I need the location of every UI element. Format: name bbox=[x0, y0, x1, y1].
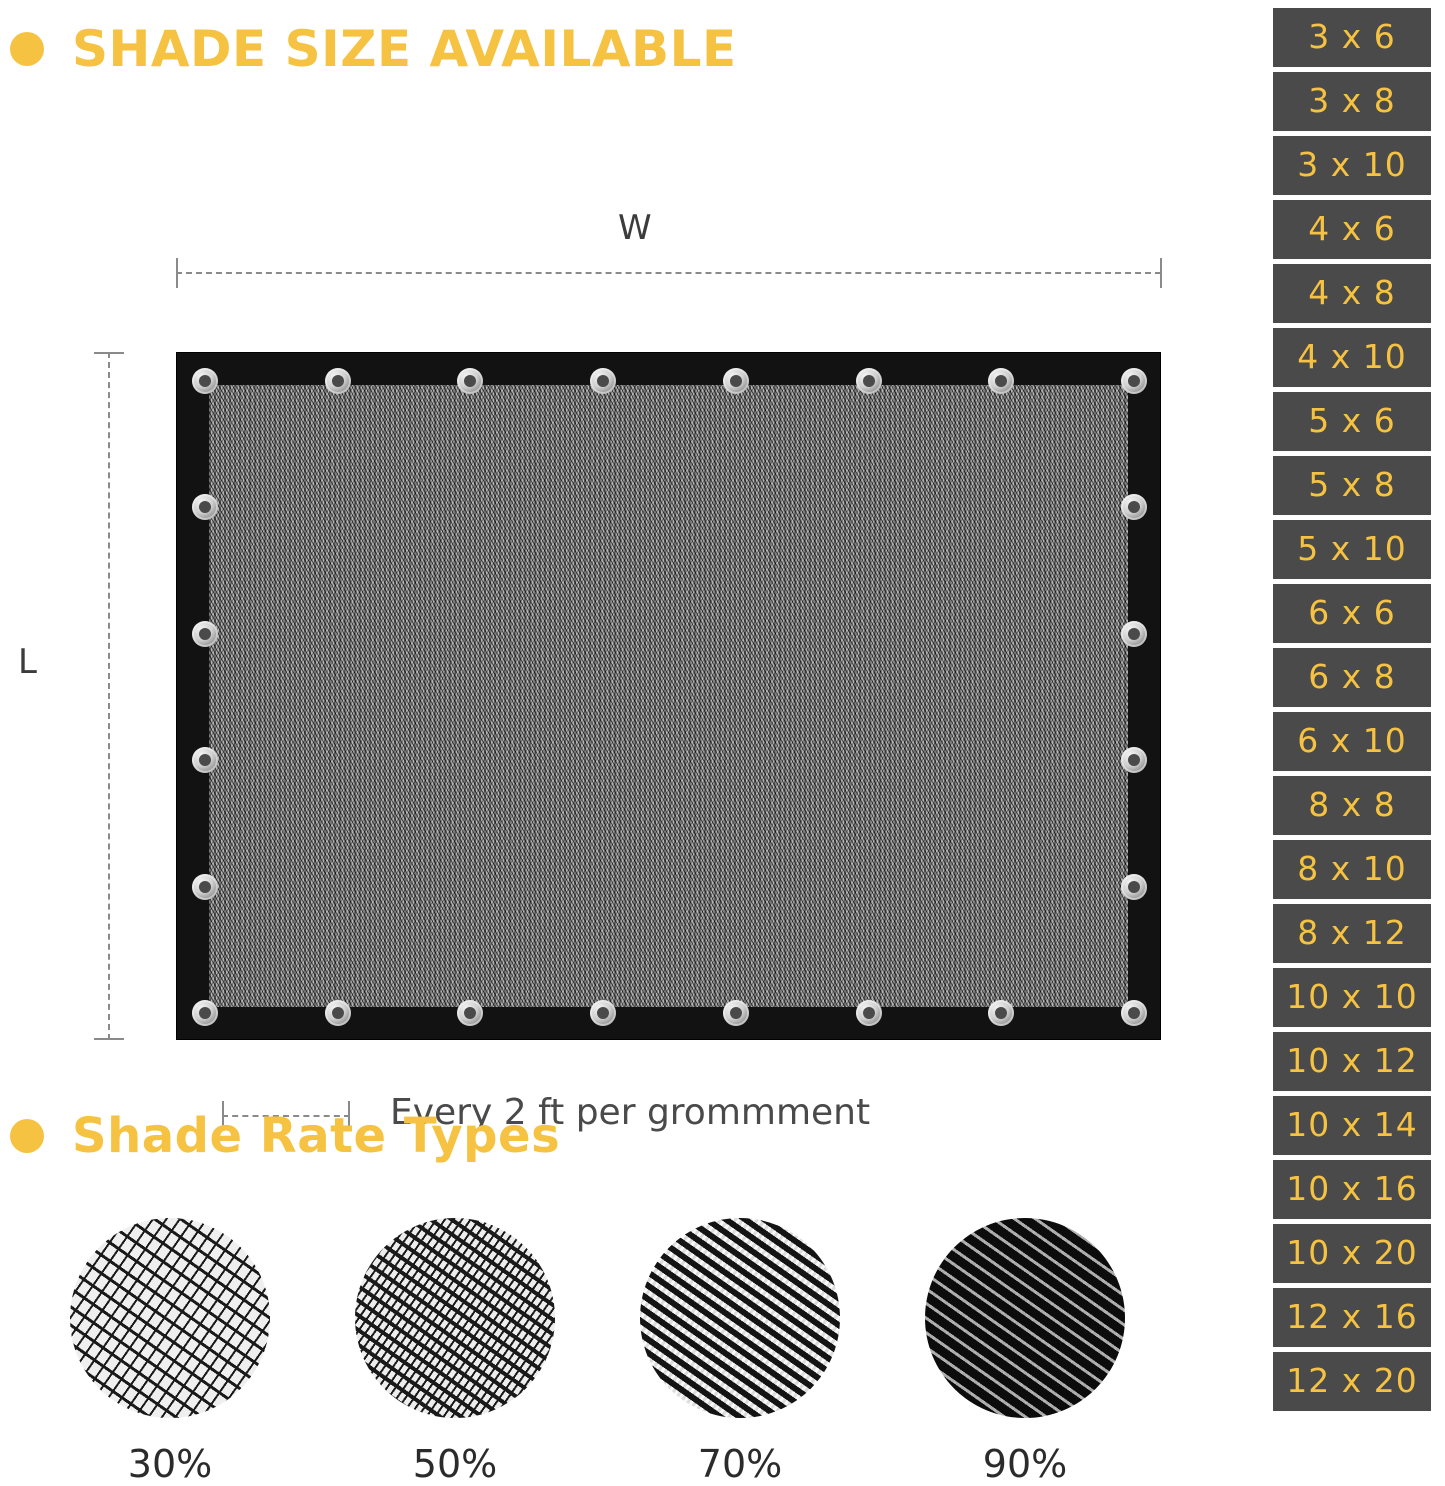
size-chip[interactable]: 10 x 10 bbox=[1273, 968, 1431, 1027]
size-chip[interactable]: 10 x 20 bbox=[1273, 1224, 1431, 1283]
shade-cloth-rectangle bbox=[176, 352, 1161, 1040]
available-sizes-list bbox=[1273, 8, 1431, 1411]
grommet-icon bbox=[325, 368, 351, 394]
shade-rate-swatch-50 bbox=[355, 1218, 555, 1418]
size-chip[interactable]: 8 x 8 bbox=[1273, 776, 1431, 835]
shade-rate-label: 50% bbox=[412, 1442, 498, 1486]
grommet-icon bbox=[192, 1000, 218, 1026]
grommet-icon bbox=[988, 1000, 1014, 1026]
grommet-icon bbox=[325, 1000, 351, 1026]
bullet-dot-icon bbox=[10, 1119, 44, 1153]
shade-dimension-diagram bbox=[0, 80, 1260, 1133]
grommet-icon bbox=[1121, 368, 1147, 394]
length-tick-top bbox=[94, 352, 124, 354]
size-chip[interactable]: 5 x 6 bbox=[1273, 392, 1431, 451]
width-measure-line bbox=[176, 272, 1161, 274]
size-chip[interactable]: 4 x 6 bbox=[1273, 200, 1431, 259]
size-chip[interactable]: 12 x 20 bbox=[1273, 1352, 1431, 1411]
grommet-icon bbox=[590, 368, 616, 394]
length-tick-bottom bbox=[94, 1038, 124, 1040]
length-measure-line bbox=[108, 352, 110, 1040]
width-tick-right bbox=[1160, 258, 1162, 288]
width-tick-left bbox=[176, 258, 178, 288]
grommet-spacing-caption: Every 2 ft per grommment bbox=[390, 1092, 871, 1133]
shade-rate-heading bbox=[10, 1108, 560, 1164]
grommet-icon bbox=[457, 1000, 483, 1026]
shade-cloth-mesh bbox=[209, 385, 1128, 1007]
grommet-icon bbox=[856, 1000, 882, 1026]
size-chip[interactable]: 5 x 8 bbox=[1273, 456, 1431, 515]
grommet-icon bbox=[590, 1000, 616, 1026]
size-chip[interactable]: 6 x 6 bbox=[1273, 584, 1431, 643]
size-chip[interactable]: 4 x 10 bbox=[1273, 328, 1431, 387]
size-chip[interactable]: 12 x 16 bbox=[1273, 1288, 1431, 1347]
size-chip[interactable]: 10 x 12 bbox=[1273, 1032, 1431, 1091]
size-chip[interactable]: 3 x 6 bbox=[1273, 8, 1431, 67]
length-label: L bbox=[18, 642, 37, 682]
shade-rate-label: 90% bbox=[982, 1442, 1068, 1486]
grommet-icon bbox=[1121, 1000, 1147, 1026]
size-chip[interactable]: 6 x 10 bbox=[1273, 712, 1431, 771]
size-chip[interactable]: 10 x 16 bbox=[1273, 1160, 1431, 1219]
grommet-icon bbox=[1121, 874, 1147, 900]
grommet-icon bbox=[856, 368, 882, 394]
size-chip[interactable]: 10 x 14 bbox=[1273, 1096, 1431, 1155]
grommet-icon bbox=[1121, 621, 1147, 647]
size-chip[interactable]: 5 x 10 bbox=[1273, 520, 1431, 579]
shade-rate-swatch-70 bbox=[640, 1218, 840, 1418]
shade-rate-swatch-30 bbox=[70, 1218, 270, 1418]
shade-size-heading-text: SHADE SIZE AVAILABLE bbox=[72, 20, 737, 78]
grommet-icon bbox=[723, 368, 749, 394]
size-chip[interactable]: 8 x 12 bbox=[1273, 904, 1431, 963]
shade-rate-item bbox=[630, 1218, 850, 1486]
shade-rate-item bbox=[915, 1218, 1135, 1486]
grommet-icon bbox=[192, 368, 218, 394]
shade-rate-label: 30% bbox=[127, 1442, 213, 1486]
size-chip[interactable]: 6 x 8 bbox=[1273, 648, 1431, 707]
shade-rate-swatch-90 bbox=[925, 1218, 1125, 1418]
grommet-icon bbox=[192, 621, 218, 647]
bullet-dot-icon bbox=[10, 32, 44, 66]
grommet-icon bbox=[723, 1000, 749, 1026]
grommet-icon bbox=[1121, 747, 1147, 773]
size-chip[interactable]: 3 x 10 bbox=[1273, 136, 1431, 195]
shade-rate-swatches bbox=[60, 1218, 1220, 1486]
size-chip[interactable]: 3 x 8 bbox=[1273, 72, 1431, 131]
size-chip[interactable]: 4 x 8 bbox=[1273, 264, 1431, 323]
width-label: W bbox=[618, 208, 652, 248]
shade-size-heading bbox=[10, 20, 737, 78]
size-chip[interactable]: 8 x 10 bbox=[1273, 840, 1431, 899]
shade-rate-label: 70% bbox=[697, 1442, 783, 1486]
shade-rate-item bbox=[345, 1218, 565, 1486]
shade-rate-heading-text: Shade Rate Types bbox=[72, 1108, 561, 1164]
shade-rate-item bbox=[60, 1218, 280, 1486]
grommet-icon bbox=[1121, 494, 1147, 520]
grommet-icon bbox=[192, 747, 218, 773]
grommet-icon bbox=[192, 874, 218, 900]
